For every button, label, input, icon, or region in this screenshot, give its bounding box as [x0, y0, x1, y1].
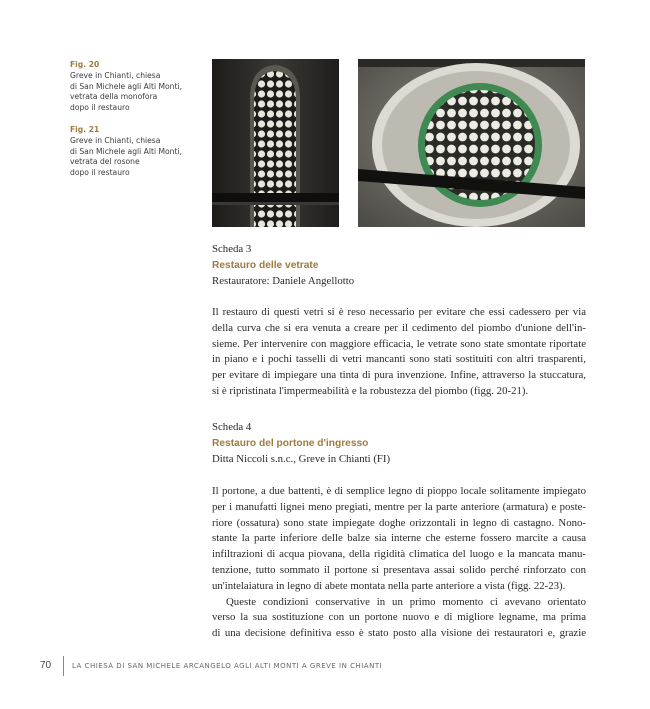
body-line: infiltrazioni di acqua piovana, della rigidità climatica del luogo e la mancata manu-	[212, 548, 586, 561]
caption-line: vetrata della monofora	[70, 92, 158, 102]
body-line: Il restauro di questi vetri si è reso necessario per evitare che essi cadessero per via	[212, 306, 586, 318]
caption-fig-20	[70, 60, 205, 114]
figure-captions	[70, 60, 205, 190]
caption-line: di San Michele agli Alti Monti,	[70, 81, 182, 91]
body-line: per i manufatti lignei meno pregiati, mentre per la parte anteriore (armatura) e poste-	[212, 500, 586, 513]
scheda-label: Scheda 4	[212, 421, 252, 433]
body-line: Il portone, a due battenti, è di semplice legno di pioppo locale solitamente impiegato	[212, 485, 586, 497]
page-number: 70	[40, 660, 52, 671]
caption-line: dopo il restauro	[70, 103, 130, 113]
running-title: LA CHIESA DI SAN MICHELE ARCANGELO AGLI ALTI MONTI A GREVE IN CHIANTI	[72, 662, 383, 670]
monofora-window-image	[212, 59, 339, 227]
section-heading: Restauro delle vetrate	[212, 259, 319, 271]
body-line: un'intelaiatura in legno di abete montata nella parte anteriore a vista (figg. 22-23).	[212, 579, 566, 592]
scheda-4-header	[212, 420, 586, 467]
body-line: della curva che si era venuta a creare per il cedimento del piombo d'unione dell'in-	[212, 321, 586, 334]
caption-line: Greve in Chianti, chiesa	[70, 70, 161, 80]
rose-window-image	[358, 59, 585, 227]
body-line: sieme. Per intervenire con maggiore efficacia, le vetrate sono state smontate riportate	[212, 337, 586, 350]
body-line: riore (ossatura) sono state impiegate doghe orizzontali in legno di castagno. Nono-	[212, 516, 586, 529]
scheda-3-body	[212, 305, 586, 400]
caption-line: dopo il restauro	[70, 168, 130, 178]
caption-fig-label: Fig. 21	[70, 124, 100, 134]
photo-monofora-window	[212, 59, 339, 227]
body-line: stante la parte inferiore delle balze sia interne che esterne fossero marcite a causa	[212, 532, 586, 545]
caption-fig-21	[70, 125, 205, 179]
body-line: Queste condizioni conservative in un primo momento ci avevano orientato	[226, 595, 586, 608]
scheda-4-body	[212, 484, 586, 642]
scheda-label: Scheda 3	[212, 243, 252, 255]
caption-line: vetrata del rosone	[70, 157, 140, 167]
body-line: si è ripristinata l'impermeabilità e la robustezza del piombo (figg. 20-21).	[212, 384, 529, 397]
body-line: per evitare di impiegare una tinta di pura invenzione. Infine, attraverso la stuccatura,	[212, 369, 586, 382]
caption-line: Greve in Chianti, chiesa	[70, 135, 161, 145]
body-line: tenzione, tutto sommato il portone si presentava assai solido perché rinforzato con	[212, 563, 586, 576]
body-line: in piano e i pochi tasselli di vetri mancanti sono stati sostituiti con altri trasparenti,	[212, 353, 586, 366]
caption-fig-label: Fig. 20	[70, 60, 100, 69]
section-author: Ditta Niccoli s.n.c., Greve in Chianti (FI)	[212, 452, 391, 465]
footer-divider	[63, 656, 64, 676]
caption-line: di San Michele agli Alti Monti,	[70, 146, 182, 156]
body-line: di una decisione definitiva esso è stato posto alla visione dei restauratori e, grazie	[212, 627, 586, 640]
section-heading: Restauro del portone d'ingresso	[212, 437, 369, 449]
section-author: Restauratore: Daniele Angellotto	[212, 274, 355, 287]
photo-rose-window	[358, 59, 585, 227]
scheda-3-header	[212, 242, 586, 289]
page-footer	[0, 656, 650, 676]
body-line: verso la sua sostituzione con un portone nuovo e di migliore legname, ma prima	[212, 611, 586, 624]
